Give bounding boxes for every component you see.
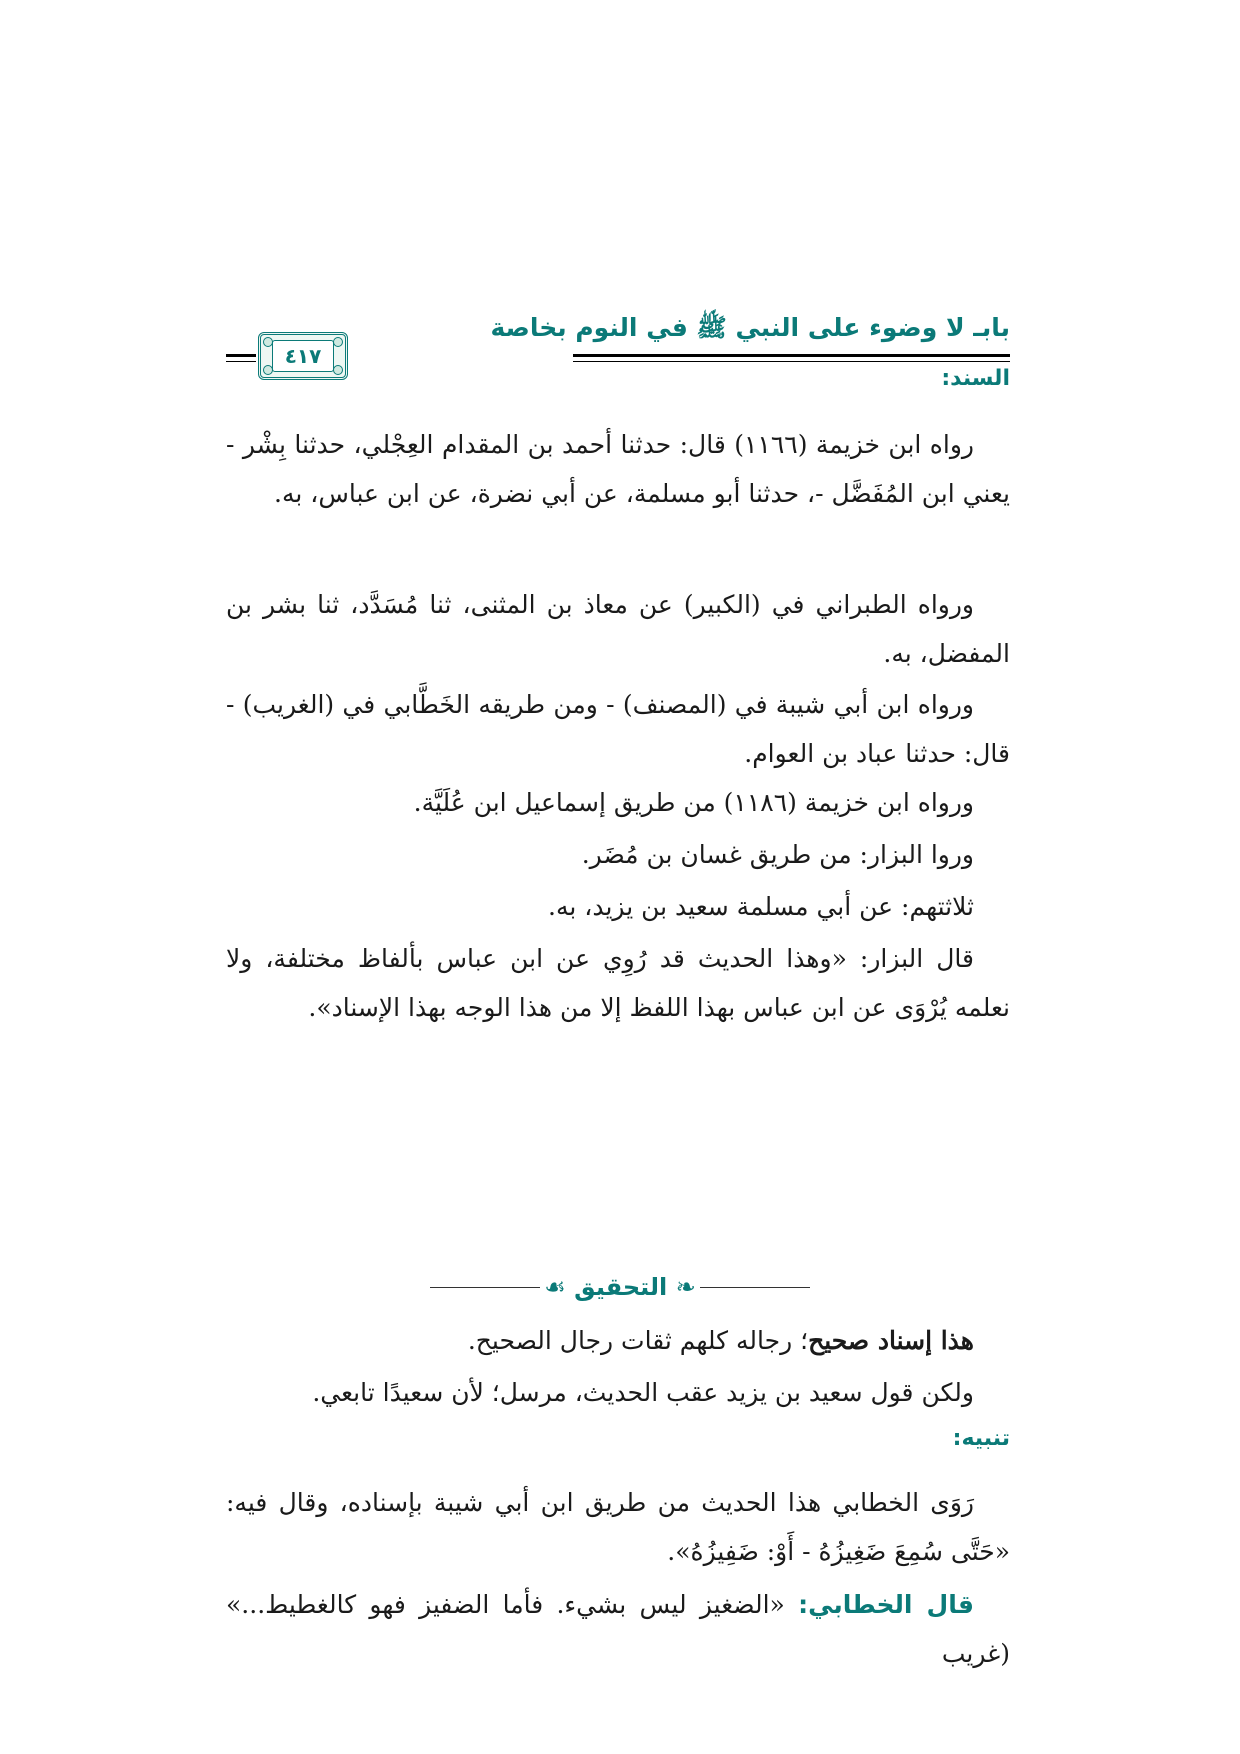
divider-line-right (700, 1287, 810, 1288)
paragraph-11 (226, 1580, 1010, 1678)
header-rule-left-thick (226, 354, 256, 357)
paragraph-1: رواه ابن خزيمة (١١٦٦) قال: حدثنا أحمد بن المقدام العِجْلي، حدثنا بِشْر - يعني ابن المُفَضَّل -، حدثنا أبو مسلمة، عن أبي نضرة، عن ابن عباس، به. (226, 430, 1010, 508)
paragraph-10: رَوَى الخطابي هذا الحديث من طريق ابن أبي شيبة بإسناده، وقال فيه: «حَتَّى سُمِعَ ضَغِيزُهُ - أَوْ: ضَفِيزُهُ». (226, 1488, 1010, 1566)
verdict-bold: هذا إسناد صحيح (808, 1326, 974, 1355)
khattabi-lead: قال الخطابي: (798, 1590, 974, 1619)
section-divider (430, 1273, 810, 1303)
paragraph-3: ورواه ابن أبي شيبة في (المصنف) - ومن طريقه الخَطَّابي في (الغريب) - قال: حدثنا عباد بن العوام. (226, 690, 1010, 768)
paragraph-2: ورواه الطبراني في (الكبير) عن معاذ بن المثنى، ثنا مُسَدَّد، ثنا بشر بن المفضل، به. (226, 590, 1010, 668)
ornament-corner-icon (263, 337, 273, 347)
ornament-icon: ☙ (544, 1273, 575, 1301)
ornament-corner-icon (333, 365, 343, 375)
paragraph-5: وروا البزار: من طريق غسان بن مُضَر. (581, 840, 974, 869)
paragraph-4: ورواه ابن خزيمة (١١٨٦) من طريق إسماعيل ابن عُلَيَّة. (413, 788, 974, 817)
page-number: ٤١٧ (272, 340, 334, 372)
ornament-icon: ❧ (667, 1273, 696, 1301)
chapter-title: بابـ لا وضوء على النبي ﷺ في النوم بخاصة (490, 313, 1010, 342)
sanad-heading: السند: (941, 366, 1010, 391)
khattabi-quote: «الضغيز ليس بشيء. فأما الضفيز فهو كالغطيط...» (غريب (226, 1590, 1010, 1668)
paragraph-7: قال البزار: «وهذا الحديث قد رُوِي عن ابن عباس بألفاظ مختلفة، ولا نعلمه يُرْوَى عن ابن عباس بهذا اللفظ إلا من هذا الوجه بهذا الإسناد». (226, 944, 1010, 1022)
tanbih-heading: تنبيه: (952, 1426, 1010, 1451)
ornament-corner-icon (333, 337, 343, 347)
verdict-rest: ؛ رجاله كلهم ثقات رجال الصحيح. (467, 1326, 809, 1355)
page-number-badge (258, 332, 348, 380)
divider-line-left (430, 1287, 540, 1288)
header-rule-thin (573, 361, 1010, 362)
page-header (226, 312, 1010, 392)
tahqiq-heading: ❧ التحقيق ☙ (544, 1273, 696, 1301)
header-rule-thick (573, 354, 1010, 357)
paragraph-9: ولكن قول سعيد بن يزيد عقب الحديث، مرسل؛ لأن سعيدًا تابعي. (312, 1378, 974, 1407)
paragraph-8 (226, 1316, 1010, 1365)
header-rule-left-thin (226, 361, 256, 362)
paragraph-6: ثلاثتهم: عن أبي مسلمة سعيد بن يزيد، به. (548, 892, 974, 921)
ornament-corner-icon (263, 365, 273, 375)
